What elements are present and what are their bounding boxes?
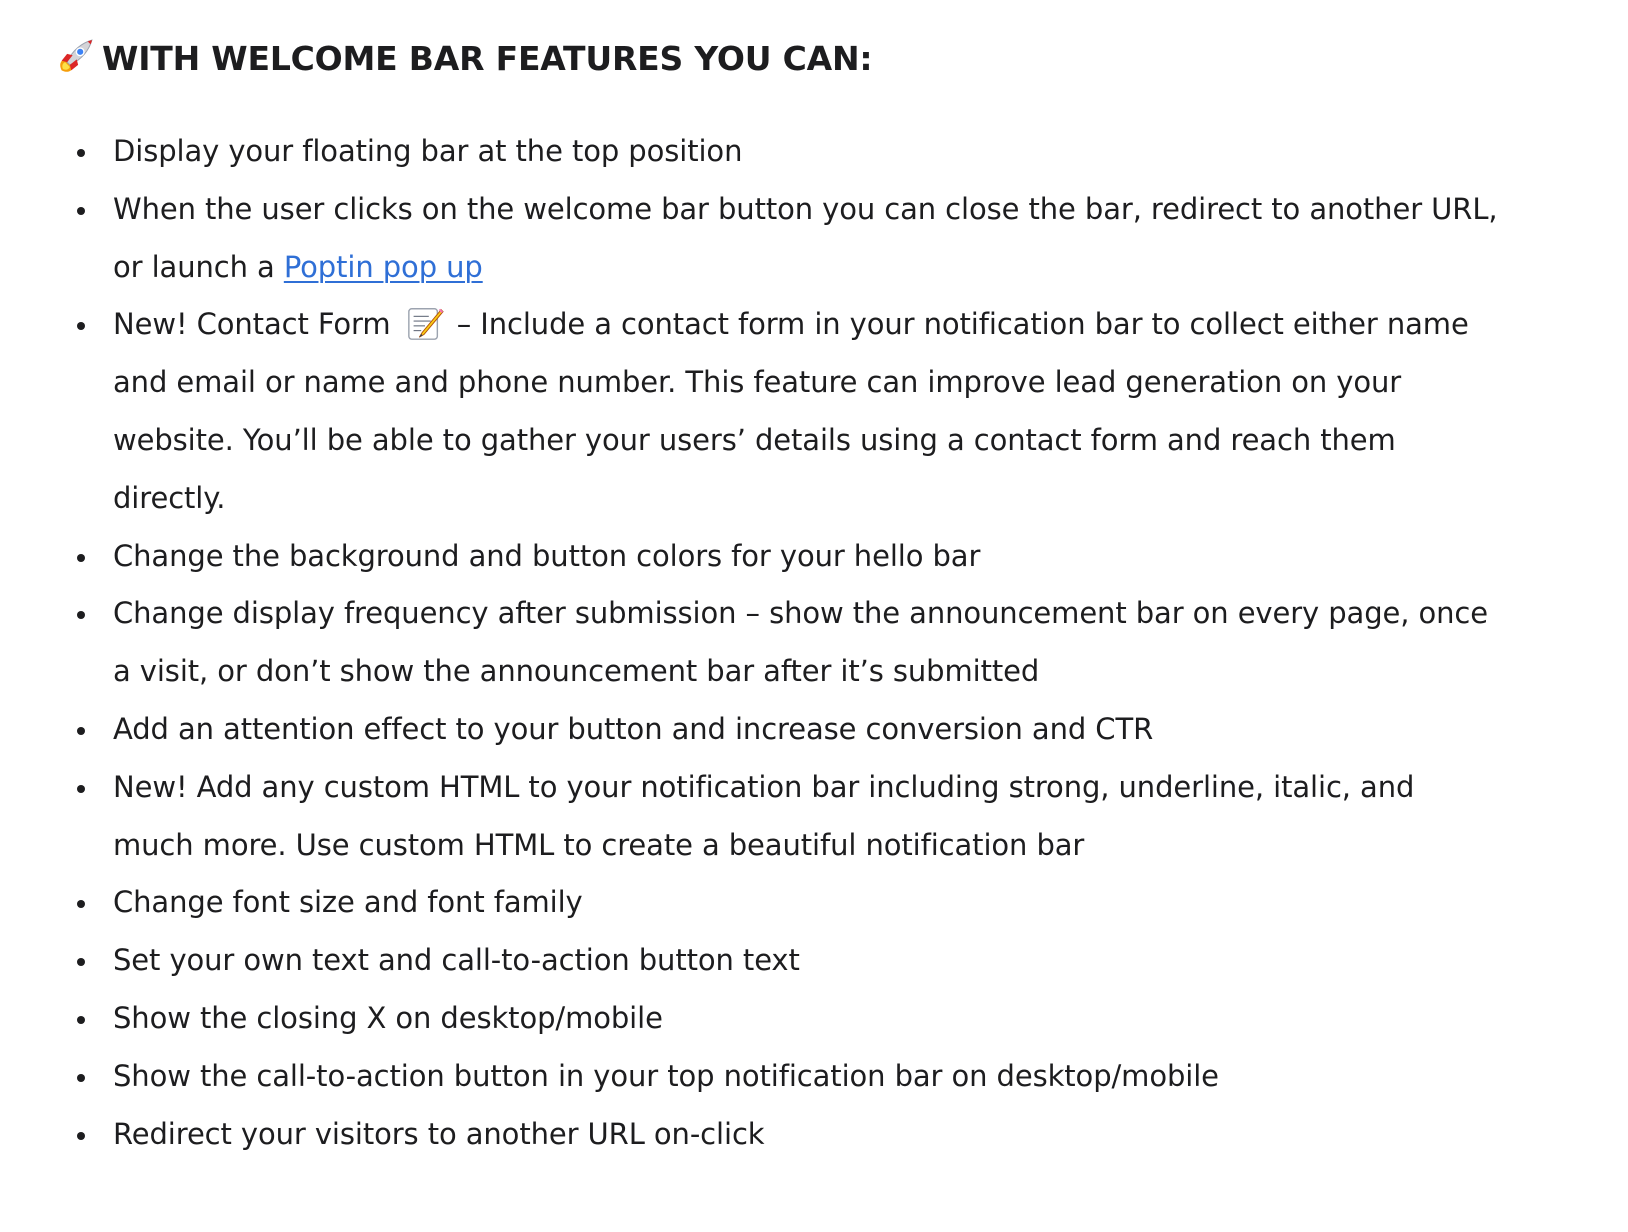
memo-icon xyxy=(406,304,444,342)
list-item xyxy=(0,528,1500,586)
feature-list xyxy=(0,123,1500,1163)
list-item xyxy=(0,296,1500,527)
list-item xyxy=(0,585,1500,701)
feature-text: Show the closing X on desktop/mobile xyxy=(113,1000,663,1035)
rocket-icon xyxy=(52,36,96,80)
list-item xyxy=(0,123,1500,181)
feature-text: Set your own text and call-to-action button text xyxy=(113,943,800,978)
bullet xyxy=(77,149,85,157)
list-item xyxy=(0,932,1500,990)
list-item xyxy=(0,1048,1500,1106)
list-item xyxy=(0,759,1500,875)
list-item xyxy=(0,1106,1500,1164)
feature-text: Change font size and font family xyxy=(113,885,583,920)
feature-text: Add an attention effect to your button and increase conversion and CTR xyxy=(113,711,1154,746)
bullet xyxy=(77,1132,85,1140)
feature-text: Show the call-to-action button in your top notification bar on desktop/mobile xyxy=(113,1058,1219,1093)
feature-text: Change display frequency after submission – show the announcement bar on every page, once a visit, or don’t show the announcement bar after it’s submitted xyxy=(113,596,1489,689)
bullet xyxy=(77,900,85,908)
bullet xyxy=(77,727,85,735)
bullet xyxy=(77,554,85,562)
section-heading-text: WITH WELCOME BAR FEATURES YOU CAN: xyxy=(102,38,873,78)
feature-text: When the user clicks on the welcome bar button you can close the bar, redirect to another URL, or launch a xyxy=(113,191,1498,284)
list-item xyxy=(0,181,1500,297)
bullet xyxy=(77,207,85,215)
poptin-popup-link[interactable]: Poptin pop up xyxy=(283,249,483,284)
bullet xyxy=(77,1074,85,1082)
feature-text: New! Add any custom HTML to your notification bar including strong, underline, italic, and much more. Use custom HTML to create a beautiful notification bar xyxy=(113,769,1415,862)
bullet xyxy=(77,958,85,966)
feature-text: Redirect your visitors to another URL on-click xyxy=(113,1116,765,1151)
list-item xyxy=(0,701,1500,759)
list-item xyxy=(0,990,1500,1048)
section-heading xyxy=(52,34,872,82)
bullet xyxy=(77,611,85,619)
bullet xyxy=(77,1016,85,1024)
feature-text: Display your floating bar at the top position xyxy=(113,134,743,168)
feature-text: – Include a contact form in your notification bar to collect either name and email or name and phone number. This feature can improve lead generation on your website. You’ll be able to gather your users’ details using a contact form and reach them directly. xyxy=(113,307,1469,515)
bullet xyxy=(77,322,85,330)
feature-text: Change the background and button colors for your hello bar xyxy=(113,538,981,573)
list-item xyxy=(0,874,1500,932)
feature-text: New! Contact Form xyxy=(113,307,391,342)
bullet xyxy=(77,785,85,793)
